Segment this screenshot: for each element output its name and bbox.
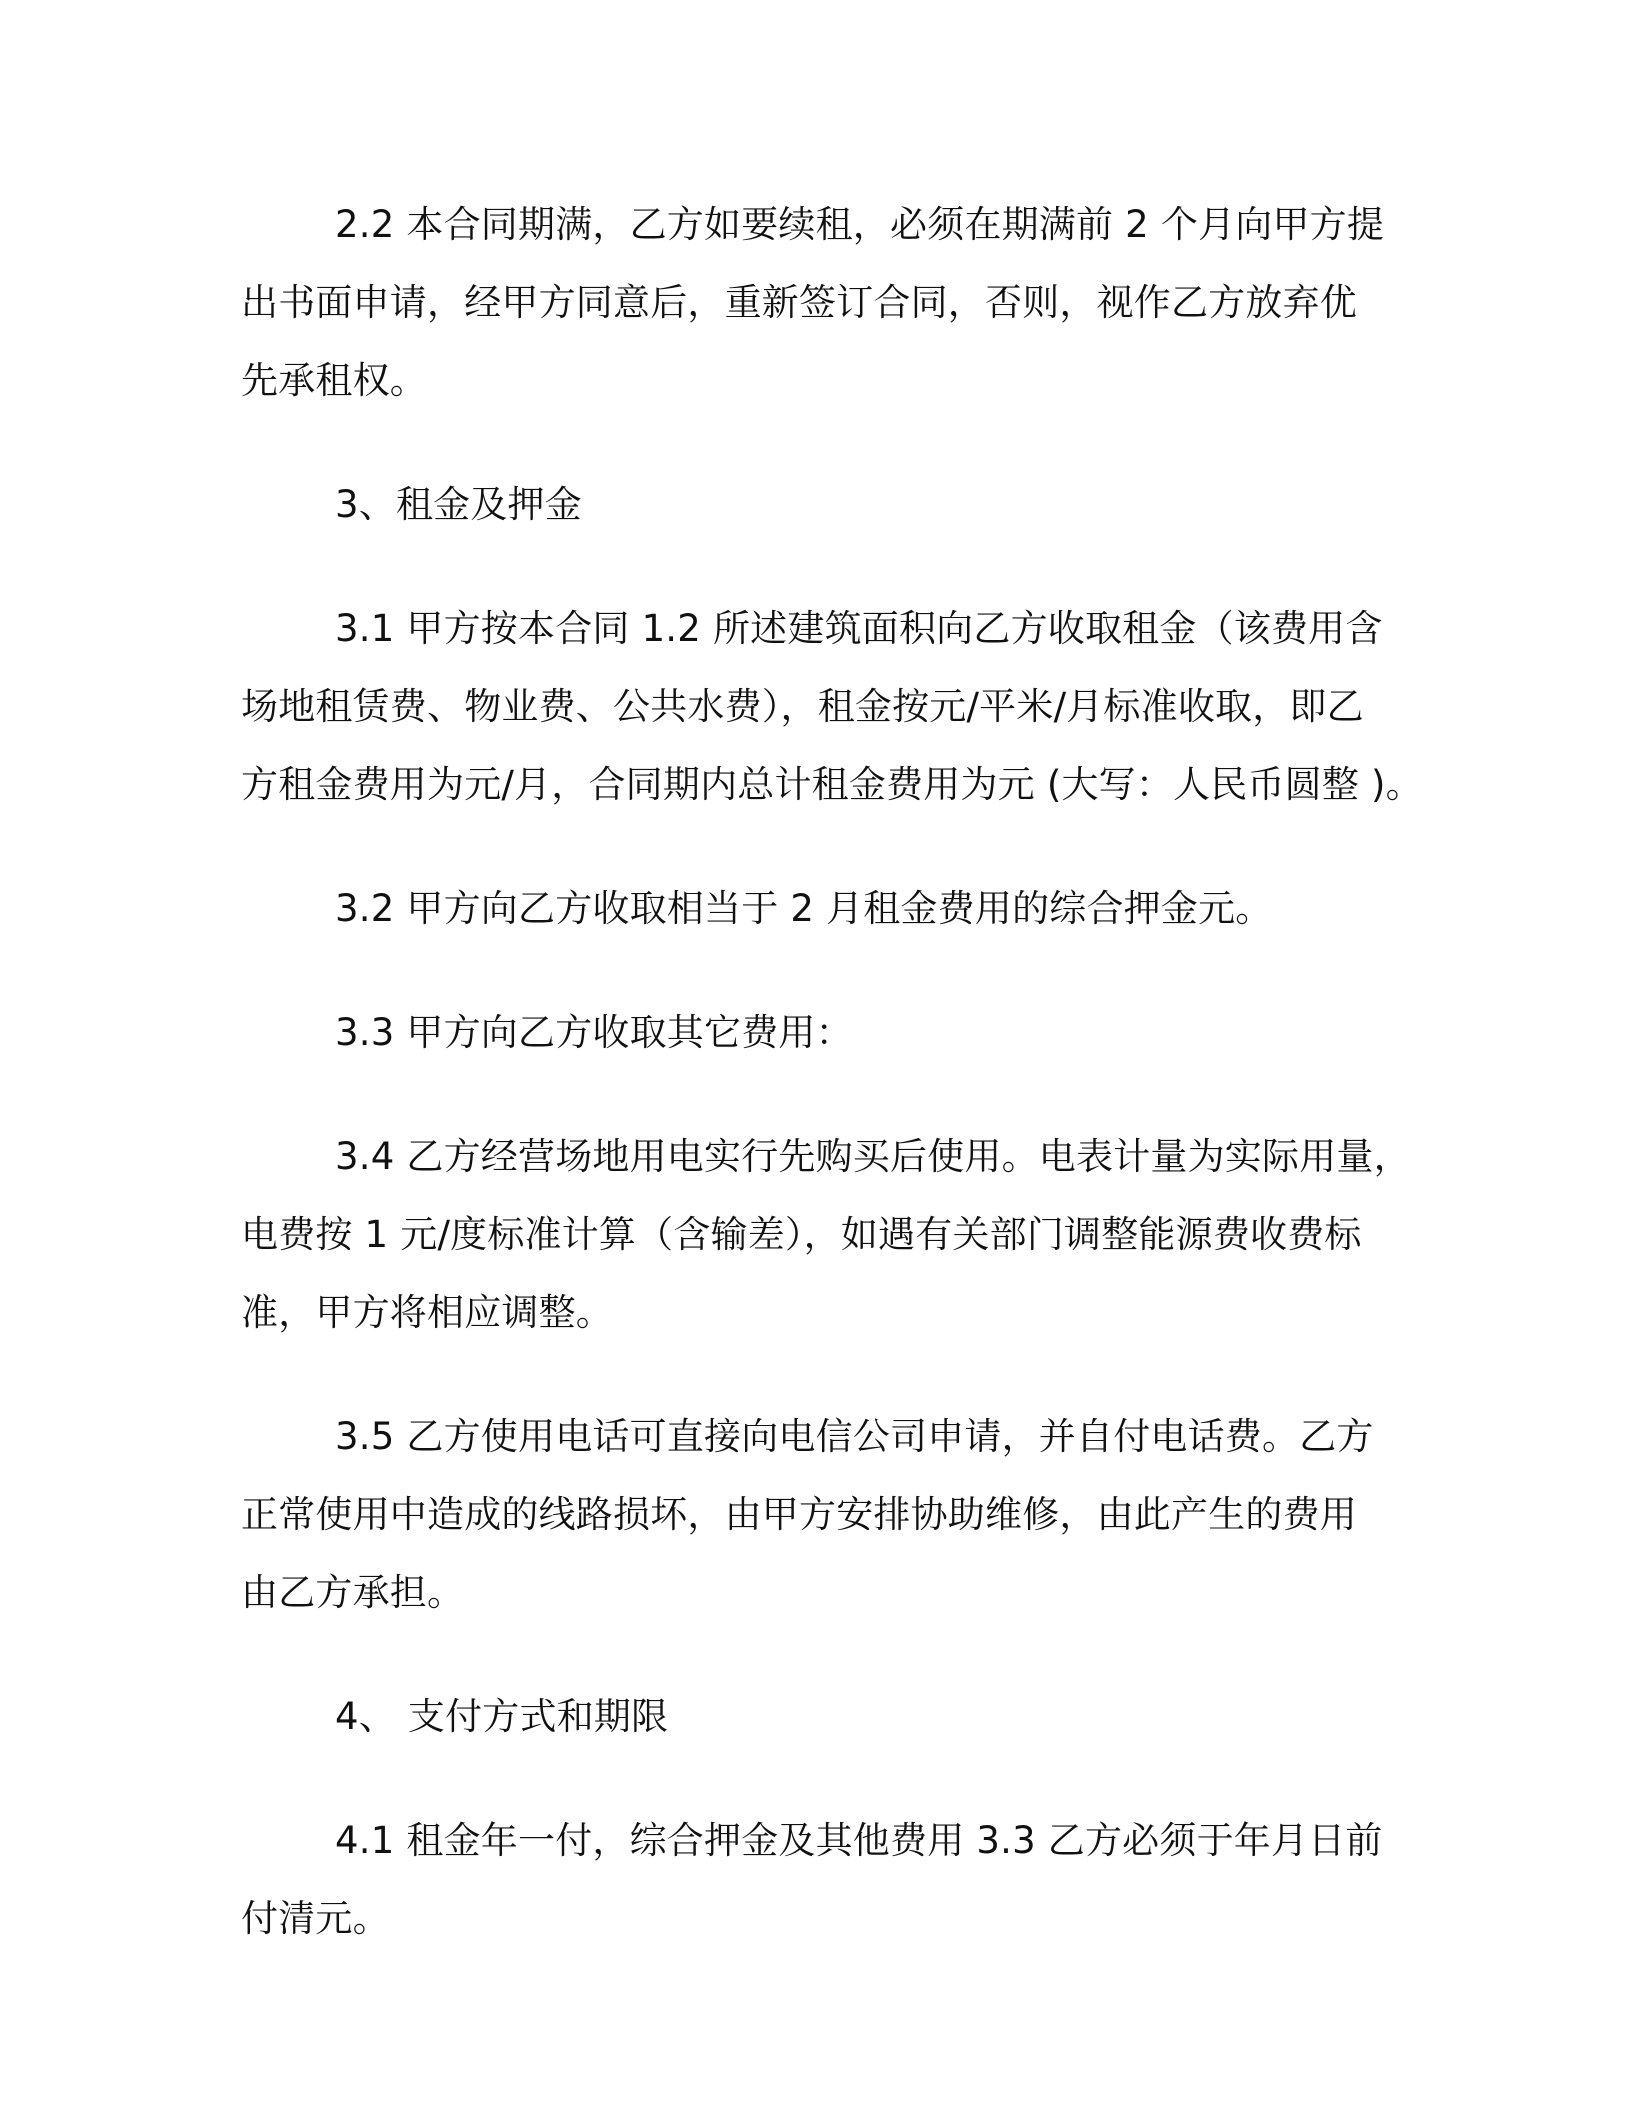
text-line: 3.2 甲方向乙方收取相当于 2 月租金费用的综合押金元。 <box>335 887 1273 930</box>
text-line: 出书面申请，经甲方同意后，重新签订合同，否则，视作乙方放弃优 <box>241 281 1357 324</box>
heading-line: 4、 支付方式和期限 <box>335 1695 669 1738</box>
text-line: 付清元。 <box>241 1897 390 1940</box>
text-line: 3.5 乙方使用电话可直接向电信公司申请，并自付电话费。乙方 <box>335 1415 1374 1458</box>
text-line: 2.2 本合同期满，乙方如要续租，必须在期满前 2 个月向甲方提 <box>335 203 1385 246</box>
text-line: 4.1 租金年一付，综合押金及其他费用 3.3 乙方必须于年月日前 <box>335 1819 1383 1862</box>
text-line: 正常使用中造成的线路损坏，由甲方安排协助维修，由此产生的费用 <box>241 1493 1357 1536</box>
text-line: 3.4 乙方经营场地用电实行先购买后使用。电表计量为实际用量， <box>335 1135 1411 1178</box>
text-line: 由乙方承担。 <box>241 1571 465 1614</box>
section-heading-4 <box>241 1678 1411 1756</box>
text-line: 准，甲方将相应调整。 <box>241 1291 613 1334</box>
text-line: 先承租权。 <box>241 359 427 402</box>
text-line: 3.3 甲方向乙方收取其它费用： <box>335 1011 853 1054</box>
section-heading-3 <box>241 466 1411 544</box>
clause-3-2 <box>241 870 1411 948</box>
clause-4-1 <box>241 1802 1411 1958</box>
text-line: 场地租赁费、物业费、公共水费），租金按元/平米/月标准收取，即乙 <box>241 685 1364 728</box>
clause-3-1 <box>241 590 1423 824</box>
document-body <box>241 186 1423 2004</box>
text-line: 3.1 甲方按本合同 1.2 所述建筑面积向乙方收取租金（该费用含 <box>335 607 1383 650</box>
text-line: 电费按 1 元/度标准计算（含输差），如遇有关部门调整能源费收费标 <box>241 1213 1362 1256</box>
heading-line: 3、租金及押金 <box>335 483 582 526</box>
text-line: 方租金费用为元/月，合同期内总计租金费用为元 (大写：人民币圆整 )。 <box>241 763 1423 806</box>
clause-2-2 <box>241 186 1411 420</box>
clause-3-5 <box>241 1398 1411 1632</box>
clause-3-4 <box>241 1118 1411 1352</box>
clause-3-3 <box>241 994 1411 1072</box>
